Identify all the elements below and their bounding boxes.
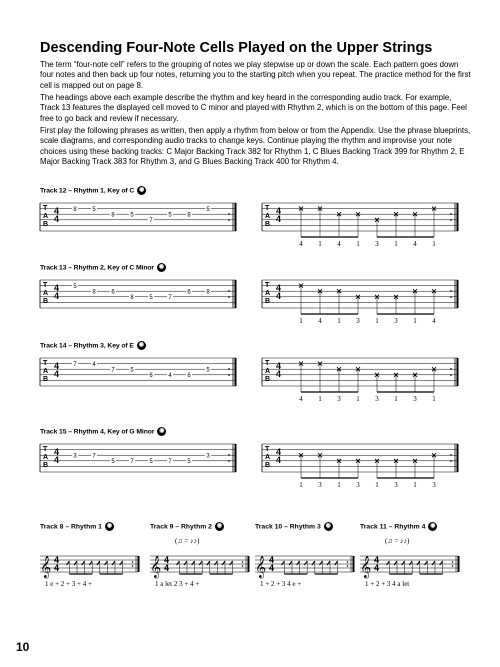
tab-clef-letter: T — [265, 282, 270, 289]
slash-note — [105, 561, 108, 565]
rhythm-title-text: Track 9 – Rhythm 2 — [150, 523, 212, 531]
slash-note — [289, 561, 292, 565]
fret-number: 6 — [187, 289, 191, 296]
speaker-icon[interactable]: ◉ — [139, 187, 145, 193]
time-signature: 4 — [269, 563, 275, 573]
time-signature: 4 — [54, 283, 60, 293]
page-heading: Descending Four-Note Cells Played on the Upper Strings — [40, 40, 433, 56]
finger-number: 3 — [356, 481, 360, 489]
finger-number: 4 — [318, 317, 322, 325]
fret-number: 3 — [73, 453, 77, 460]
slash-note — [425, 561, 428, 565]
time-signature: 4 — [164, 555, 170, 565]
tab-clef-letter: T — [43, 446, 48, 453]
finger-number: 4 — [432, 317, 436, 325]
speaker-icon[interactable]: ◉ — [106, 523, 113, 529]
repeat-dot — [228, 296, 230, 298]
time-signature: 4 — [374, 563, 380, 573]
time-signature: 4 — [54, 214, 60, 224]
swing-marking: (♫ = ♪♪) — [385, 537, 410, 545]
repeat-dot — [228, 290, 230, 292]
time-signature: 4 — [276, 369, 282, 379]
finger-number: 4 — [337, 240, 341, 248]
slash-note — [312, 561, 315, 565]
slash-note — [82, 561, 85, 565]
treble-clef-icon: 𝄞 — [40, 556, 52, 578]
rhythm-title — [360, 522, 437, 531]
fret-number: 5 — [206, 207, 210, 213]
time-signature: 4 — [54, 555, 60, 565]
slash-note — [207, 561, 210, 565]
rhythm-title — [40, 522, 114, 531]
slash-note — [402, 561, 405, 565]
fret-number: 5 — [149, 459, 153, 466]
finger-number: 1 — [318, 395, 322, 403]
time-signature: 4 — [54, 206, 60, 216]
rhythm-title-text: Track 8 – Rhythm 1 — [40, 523, 102, 531]
slash-note — [432, 561, 435, 565]
repeat-dot — [450, 296, 452, 298]
slash-note — [177, 561, 180, 565]
tab-staff — [40, 440, 236, 476]
time-signature: 4 — [54, 291, 60, 301]
fret-number: 5 — [168, 212, 172, 219]
speaker-icon[interactable]: ◉ — [159, 428, 165, 434]
repeat-dot — [132, 565, 134, 567]
repeat-dot — [450, 219, 452, 221]
time-signature: 4 — [276, 283, 282, 293]
finger-number: 3 — [356, 317, 360, 325]
treble-clef-icon: 𝄞 — [255, 556, 267, 578]
repeat-dot — [347, 565, 349, 567]
time-signature: 4 — [276, 447, 282, 457]
slash-note — [184, 561, 187, 565]
repeat-dot — [132, 561, 134, 563]
slash-note — [112, 561, 115, 565]
tab-clef-letter: A — [43, 368, 49, 375]
time-signature: 4 — [374, 555, 380, 565]
tab-clef-letter: T — [265, 446, 270, 453]
track-title — [40, 263, 166, 272]
time-signature: 4 — [54, 369, 60, 379]
slash-note — [335, 561, 338, 565]
tab-clef-letter: B — [43, 221, 49, 228]
finger-number: 1 — [432, 240, 436, 248]
slash-note — [199, 561, 202, 565]
rhythm-counting: 1 a let 2 3 + 4 + — [155, 580, 200, 588]
swing-marking: (♫ = ♪♪) — [175, 537, 200, 545]
fret-number: 4 — [92, 362, 96, 368]
slash-note — [417, 561, 420, 565]
fingering-staff — [262, 440, 458, 489]
finger-number: 1 — [299, 481, 303, 489]
finger-number: 1 — [394, 395, 398, 403]
tab-clef-letter: A — [265, 454, 271, 461]
repeat-dot — [347, 561, 349, 563]
finger-number: 1 — [356, 395, 360, 403]
repeat-dot — [450, 374, 452, 376]
repeat-dot — [228, 460, 230, 462]
tab-clef-letter: B — [265, 298, 271, 305]
slash-note — [282, 561, 285, 565]
fret-number: 5 — [130, 367, 134, 374]
repeat-dot — [228, 368, 230, 370]
intro-paragraph-1: The term “four-note cell” refers to the grouping of notes we play stepwise up or down the scale. Each pattern goes down four notes and then back up four notes, returning you to the starting pitch when you repeat. The practice method for the first cell is mapped out on page 8. — [40, 60, 471, 90]
fingering-staff — [262, 199, 458, 248]
finger-number: 1 — [432, 395, 436, 403]
speaker-icon[interactable]: ◉ — [216, 523, 223, 529]
time-signature: 4 — [276, 361, 282, 371]
fret-number: 5 — [149, 295, 153, 302]
finger-number: 1 — [375, 481, 379, 489]
time-signature: 4 — [269, 555, 275, 565]
fret-number: 7 — [111, 367, 115, 374]
tab-clef-letter: A — [43, 290, 49, 297]
tab-staff — [40, 276, 236, 312]
rhythm-counting: 1 e + 2 + 3 + 4 + — [45, 580, 92, 588]
fret-number: 7 — [73, 362, 77, 368]
time-signature: 4 — [54, 447, 60, 457]
finger-number: 4 — [413, 240, 417, 248]
time-signature: 4 — [276, 455, 282, 465]
time-signature: 4 — [276, 291, 282, 301]
fret-number: 4 — [168, 373, 172, 380]
finger-number: 3 — [318, 481, 322, 489]
track-title-text: Track 12 – Rhythm 1, Key of C — [40, 187, 135, 195]
fret-number: 7 — [92, 453, 96, 460]
repeat-dot — [450, 368, 452, 370]
fret-number: 3 — [206, 453, 210, 460]
slash-note — [304, 561, 307, 565]
time-signature: 4 — [164, 563, 170, 573]
fret-number: 8 — [92, 289, 96, 296]
slash-note — [387, 561, 390, 565]
slash-note — [394, 561, 397, 565]
finger-number: 4 — [299, 240, 303, 248]
fret-number: 5 — [111, 459, 115, 466]
slash-note — [89, 561, 92, 565]
slash-note — [327, 561, 330, 565]
fret-number: 7 — [168, 459, 172, 466]
fret-number: 8 — [130, 295, 134, 302]
finger-number: 3 — [394, 481, 398, 489]
repeat-dot — [228, 219, 230, 221]
finger-number: 3 — [375, 240, 379, 248]
repeat-dot — [228, 213, 230, 215]
tab-clef-letter: T — [43, 205, 48, 212]
rhythm-title — [150, 522, 224, 531]
tab-clef-letter: B — [265, 462, 271, 469]
tab-clef-letter: A — [43, 454, 49, 461]
tab-staff — [40, 199, 236, 235]
rhythm-counting: 1 + 2 + 3 4 a let — [365, 580, 410, 588]
speaker-icon[interactable]: ◉ — [158, 264, 165, 270]
intro-paragraph-3: First play the following phrases as written, then apply a rhythm from below or from the Appendix. Use the phrase blueprints, scale diagrams, and corresponding audio tracks to change keys. Continue playing the rhythm and improvise your note choices using these backing tracks: C Major Backing Track 382 for Rhythm 1, C Blues Backing Track 399 for Rhythm 2, E Major Backing Track 383 for Rhythm 3, and G Blues Backing Track 400 for Rhythm 4. — [40, 126, 471, 167]
fret-number: 7 — [168, 295, 172, 302]
fret-number: 5 — [73, 284, 77, 290]
fret-number: 8 — [73, 207, 77, 213]
page-number: 10 — [16, 640, 30, 654]
finger-number: 1 — [413, 481, 417, 489]
fret-number: 8 — [206, 289, 210, 296]
speaker-icon[interactable]: ◉ — [138, 342, 144, 348]
treble-clef-icon: 𝄞 — [360, 556, 372, 578]
tab-clef-letter: B — [43, 462, 49, 469]
tab-clef-letter: B — [265, 376, 271, 383]
slash-note — [297, 561, 300, 565]
tab-clef-letter: T — [265, 205, 270, 212]
fret-number: 5 — [92, 207, 96, 213]
tab-staff — [40, 354, 236, 390]
fret-number: 5 — [187, 459, 191, 466]
slash-note — [74, 561, 77, 565]
slash-note — [67, 561, 70, 565]
time-signature: 4 — [54, 455, 60, 465]
slash-note — [215, 561, 218, 565]
fret-number: 8 — [111, 212, 115, 219]
time-signature: 4 — [54, 361, 60, 371]
repeat-dot — [228, 374, 230, 376]
repeat-dot — [450, 454, 452, 456]
tab-clef-letter: B — [265, 221, 271, 228]
slash-note — [409, 561, 412, 565]
speaker-icon[interactable]: ◉ — [430, 523, 436, 529]
tab-clef-letter: A — [265, 213, 271, 220]
slash-note — [222, 561, 225, 565]
fret-number: 6 — [149, 373, 153, 380]
track-title — [40, 186, 146, 195]
tab-clef-letter: T — [265, 360, 270, 367]
repeat-dot — [452, 565, 454, 567]
time-signature: 4 — [276, 206, 282, 216]
fret-number: 5 — [130, 212, 134, 219]
finger-number: 1 — [337, 317, 341, 325]
slash-note — [440, 561, 443, 565]
finger-number: 3 — [394, 317, 398, 325]
repeat-dot — [450, 460, 452, 462]
rhythm-title-text: Track 10 – Rhythm 3 — [255, 523, 321, 531]
tab-clef-letter: T — [43, 282, 48, 289]
finger-number: 1 — [394, 240, 398, 248]
finger-number: 1 — [413, 317, 417, 325]
time-signature: 4 — [54, 563, 60, 573]
fret-number: 8 — [187, 212, 191, 219]
tab-clef-letter: A — [265, 368, 271, 375]
finger-number: 1 — [337, 481, 341, 489]
finger-number: 3 — [337, 395, 341, 403]
repeat-dot — [228, 454, 230, 456]
track-title-text: Track 15 – Rhythm 4, Key of G Minor — [40, 428, 155, 436]
finger-number: 4 — [299, 395, 303, 403]
fret-number: 6 — [187, 373, 191, 380]
fret-number: 7 — [130, 459, 134, 466]
speaker-icon[interactable]: ◉ — [325, 523, 331, 529]
track-title — [40, 427, 166, 436]
tab-clef-letter: B — [43, 376, 49, 383]
finger-number: 3 — [375, 395, 379, 403]
slash-note — [230, 561, 233, 565]
finger-number: 1 — [375, 317, 379, 325]
fret-number: 5 — [206, 367, 210, 374]
fingering-staff — [262, 354, 458, 403]
fret-number: 7 — [149, 218, 153, 225]
treble-clef-icon: 𝄞 — [150, 556, 162, 578]
fret-number: 6 — [111, 289, 115, 296]
finger-number: 1 — [356, 240, 360, 248]
repeat-dot — [452, 561, 454, 563]
fingering-staff — [262, 276, 458, 325]
track-title-text: Track 14 – Rhythm 3, Key of E — [40, 342, 134, 350]
rhythm-title-text: Track 11 – Rhythm 4 — [360, 523, 426, 531]
tab-clef-letter: A — [265, 290, 271, 297]
time-signature: 4 — [276, 214, 282, 224]
finger-number: 1 — [318, 240, 322, 248]
track-title-text: Track 13 – Rhythm 2, Key of C Minor — [40, 264, 154, 272]
repeat-dot — [450, 213, 452, 215]
slash-note — [120, 561, 123, 565]
slash-note — [192, 561, 195, 565]
tab-clef-letter: A — [43, 213, 49, 220]
tab-clef-letter: B — [43, 298, 49, 305]
slash-note — [97, 561, 100, 565]
repeat-dot — [242, 561, 244, 563]
intro-paragraph-2: The headings above each example describe the rhythm and key heard in the corresponding audio track. For example, Track 13 features the displayed cell moved to C minor and played with Rhythm 2, which is on the bottom of this page. Feel free to go back and review if necessary. — [40, 93, 467, 123]
track-title — [40, 341, 146, 350]
finger-number: 1 — [299, 317, 303, 325]
repeat-dot — [450, 290, 452, 292]
repeat-dot — [242, 565, 244, 567]
rhythm-counting: 1 + 2 + 3 4 e + — [260, 580, 302, 588]
rhythm-title — [255, 522, 333, 531]
finger-number: 3 — [432, 481, 436, 489]
finger-number: 3 — [413, 395, 417, 403]
tab-clef-letter: T — [43, 360, 48, 367]
slash-note — [320, 561, 323, 565]
